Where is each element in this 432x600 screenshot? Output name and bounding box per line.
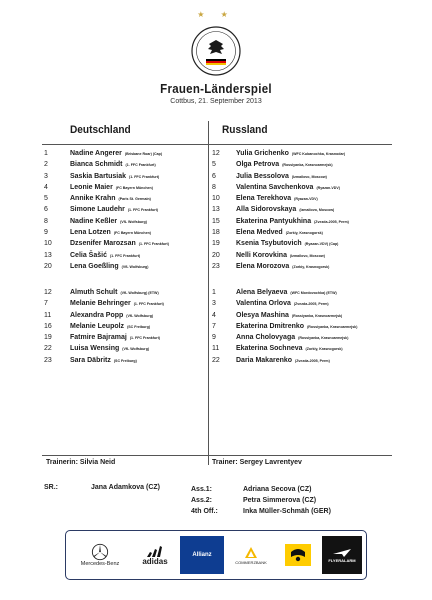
russia-coach: Trainer: Sergey Lavrentyev xyxy=(212,459,302,466)
shirt-number: 10 xyxy=(44,240,52,248)
shirt-number: 19 xyxy=(44,334,52,342)
referee-name: Jana Adamkova (CZ) xyxy=(91,484,160,491)
assistant-1-name: Adriana Secova (CZ) xyxy=(243,486,312,493)
player-row xyxy=(212,184,394,195)
column-divider xyxy=(208,121,209,465)
player-name: Bianca Schmidt xyxy=(70,161,123,169)
shirt-number: 7 xyxy=(212,322,216,330)
mercedes-logo xyxy=(70,536,130,574)
player-name: Ekaterina Pantyukhina xyxy=(236,217,312,225)
shirt-number: 20 xyxy=(44,262,52,270)
shirt-number: 15 xyxy=(212,217,220,225)
allianz-label: Allianz xyxy=(192,552,212,558)
player-row xyxy=(44,218,206,229)
shirt-number: 4 xyxy=(212,311,216,319)
player-club: (VfL Wolfsburg) xyxy=(121,264,149,269)
player-club: (Izmailovo, Moscow) xyxy=(299,208,335,213)
player-row xyxy=(212,229,394,240)
shirt-number: 9 xyxy=(212,334,216,342)
player-name: Anna Cholovyaga xyxy=(236,334,296,342)
player-club: (WFC Kubanochka, Krasnodar) xyxy=(291,152,346,156)
player-club: (Rossiyanka, Krasnoarmejsk) xyxy=(307,324,358,329)
player-row xyxy=(44,252,206,263)
player-club: (Paris St. Germain) xyxy=(118,197,151,202)
player-name: Yulia Grichenko xyxy=(236,150,289,157)
shirt-number: 6 xyxy=(212,172,216,180)
player-name: Lena Goeßling xyxy=(70,262,119,270)
player-row xyxy=(44,323,206,334)
post-horn-icon xyxy=(285,544,311,566)
shirt-number: 9 xyxy=(44,229,48,237)
player-row xyxy=(44,173,206,184)
player-name: Nadine Angerer xyxy=(70,150,122,157)
player-name: Simone Laudehr xyxy=(70,206,125,214)
match-date-location: Cottbus, 21. September 2013 xyxy=(170,98,262,105)
team-name-russia: Russland xyxy=(222,124,268,136)
coach-divider xyxy=(42,455,392,456)
player-row xyxy=(212,150,394,161)
mercedes-star-icon xyxy=(91,543,109,561)
player-name: Luisa Wensing xyxy=(70,345,120,353)
shirt-number: 11 xyxy=(212,345,220,353)
player-name: Ekaterina Sochneva xyxy=(236,345,303,353)
player-club: (Zvezda-2005, Perm) xyxy=(314,219,349,224)
player-row xyxy=(44,229,206,240)
player-row xyxy=(44,334,206,345)
player-row xyxy=(212,252,394,263)
shirt-number: 8 xyxy=(44,217,48,225)
shirt-number: 5 xyxy=(212,161,216,169)
adidas-logo xyxy=(134,536,176,574)
russia-subs-list xyxy=(212,289,394,368)
player-name: Celia Šašić xyxy=(70,251,107,259)
player-name: Alena Belyaeva xyxy=(236,289,288,296)
germany-subs-list xyxy=(44,289,206,368)
player-club: (Izmailovo, Moscow) xyxy=(289,253,325,258)
player-row xyxy=(212,218,394,229)
player-row xyxy=(44,206,206,217)
player-club: (Zvezda-2005, Perm) xyxy=(295,358,330,363)
player-name: Fatmire Bajramaj xyxy=(70,334,127,342)
commerzbank-logo xyxy=(228,536,274,574)
player-club: (1. FFC Frankfurt) xyxy=(133,302,164,307)
player-club: (Rossiyanka, Krasnoarmejsk) xyxy=(282,163,333,168)
player-name: Sara Däbritz xyxy=(70,356,111,364)
player-club: (VfL Wolfsburg) xyxy=(122,347,150,352)
player-row xyxy=(212,206,394,217)
player-name: Alexandra Popp xyxy=(70,311,124,319)
player-name: Annike Krahn xyxy=(70,195,116,203)
player-club: (1. FFC Frankfurt) xyxy=(138,242,169,247)
player-club: (Zvezda-2005, Perm) xyxy=(293,302,329,307)
shirt-number: 20 xyxy=(212,251,220,259)
assistant-2-name: Petra Simmerova (CZ) xyxy=(243,497,317,504)
player-row xyxy=(44,312,206,323)
germany-coach: Trainerin: Silvia Neid xyxy=(46,459,116,466)
player-club: (VfL Wolfsburg) (ETW) xyxy=(120,291,159,295)
flyeralarm-label: FLYERALARM xyxy=(328,557,356,563)
flyeralarm-plane-icon xyxy=(332,548,352,558)
shirt-number: 18 xyxy=(212,229,220,237)
player-name: Elena Morozova xyxy=(236,262,290,270)
shirt-number: 22 xyxy=(212,356,220,364)
player-row xyxy=(212,334,394,345)
player-row xyxy=(44,184,206,195)
player-name: Elena Medved xyxy=(236,229,283,237)
shirt-number: 2 xyxy=(44,161,48,169)
player-row xyxy=(212,289,394,300)
player-club: (1. FFC Frankfurt) xyxy=(129,174,160,179)
player-name: Julia Bessolova xyxy=(236,172,289,180)
player-name: Olga Petrova xyxy=(236,161,280,169)
player-row xyxy=(212,173,394,184)
player-name: Nelli Korovkina xyxy=(236,251,287,259)
player-name: Ksenia Tsybutovich xyxy=(236,240,302,248)
player-club: (SC Freiburg) xyxy=(127,324,151,329)
player-club: (1. FFC Frankfurt) xyxy=(127,208,158,213)
player-name: Ekaterina Dmitrenko xyxy=(236,322,305,330)
player-name: Melanie Leupolz xyxy=(70,322,125,330)
player-row xyxy=(44,345,206,356)
shirt-number: 1 xyxy=(212,289,216,296)
player-club: (VfL Wolfsburg) xyxy=(126,313,154,318)
adidas-stripes-icon xyxy=(145,545,165,557)
player-club: (FC Bayern München) xyxy=(113,231,151,236)
player-club: (Brisbane Roar) (Cap) xyxy=(124,152,163,156)
player-name: Daria Makarenko xyxy=(236,356,293,364)
shirt-number: 13 xyxy=(44,251,52,259)
player-club: (1. FFC Frankfurt) xyxy=(109,253,141,258)
adidas-label: adidas xyxy=(142,556,168,566)
player-club: (WFC Mordovochka) (ETW) xyxy=(290,291,337,295)
player-club: (VfL Wolfsburg) xyxy=(120,219,147,224)
mercedes-label: Mercedes-Benz xyxy=(80,561,120,567)
player-name: Valentina Orlova xyxy=(236,300,291,308)
shirt-number: 12 xyxy=(212,150,220,157)
fourth-official-label: 4th Off.: xyxy=(191,508,218,515)
player-club: (Ryazan-VDV) (Cap) xyxy=(304,242,339,247)
commerzbank-label: COMMERZBANK xyxy=(235,559,267,565)
player-club: (1. FFC Frankfurt) xyxy=(125,163,156,168)
player-club: (1. FFC Frankfurt) xyxy=(129,336,160,341)
page-title: Frauen-Länderspiel xyxy=(160,82,272,96)
assistant-2-label: Ass.2: xyxy=(191,497,213,504)
shirt-number: 19 xyxy=(212,240,220,248)
player-name: Saskia Bartusiak xyxy=(70,172,127,180)
player-row xyxy=(212,345,394,356)
germany-starters-list xyxy=(44,150,206,274)
shirt-number: 16 xyxy=(44,322,52,330)
stars-row: ★ ★ xyxy=(197,10,235,19)
allianz-logo xyxy=(180,536,224,574)
player-name: Nadine Keßler xyxy=(70,217,118,225)
shirt-number: 5 xyxy=(44,195,48,203)
team-name-germany: Deutschland xyxy=(70,124,131,136)
shirt-number: 12 xyxy=(44,289,52,296)
referee-label: SR.: xyxy=(44,484,58,491)
player-club: (Zorkiy, Krasnogorsk) xyxy=(305,347,343,352)
fourth-official-name: Inka Müller-Schmäh (GER) xyxy=(243,508,331,515)
shirt-number: 4 xyxy=(44,183,48,191)
player-club: (Rossiyanka, Krasnoarmejsk) xyxy=(291,313,343,318)
shirt-number: 10 xyxy=(212,195,220,203)
player-row xyxy=(44,357,206,368)
player-name: Melanie Behringer xyxy=(70,300,131,308)
shirt-number: 13 xyxy=(212,206,220,214)
russia-starters-list xyxy=(212,150,394,274)
player-row xyxy=(44,300,206,311)
commerzbank-ribbon-icon xyxy=(244,546,258,560)
flyeralarm-logo xyxy=(322,536,362,574)
sponsor-bar xyxy=(65,530,367,580)
shirt-number: 22 xyxy=(44,345,52,353)
shirt-number: 11 xyxy=(44,311,52,319)
player-club: (Ryazan-VDV) xyxy=(294,197,318,202)
player-name: Lena Lotzen xyxy=(70,229,111,237)
shirt-number: 23 xyxy=(44,356,52,364)
player-row xyxy=(212,357,394,368)
player-club: (SC Freiburg) xyxy=(113,358,137,363)
player-name: Olesya Mashina xyxy=(236,311,289,319)
player-row xyxy=(44,289,206,300)
player-row xyxy=(44,150,206,161)
player-row xyxy=(44,240,206,251)
player-name: Leonie Maier xyxy=(70,183,113,191)
player-club: (Izmailovo, Moscow) xyxy=(291,174,327,179)
player-row xyxy=(212,312,394,323)
player-club: (Rossiyanka, Krasnoarmejsk) xyxy=(298,336,349,341)
player-row xyxy=(212,195,394,206)
player-row xyxy=(212,323,394,334)
shirt-number: 1 xyxy=(44,150,48,157)
header-divider xyxy=(42,144,392,145)
shirt-number: 3 xyxy=(44,172,48,180)
player-club: (Zorkiy, Krasnogorsk) xyxy=(285,231,323,236)
player-name: Alla Sidorovskaya xyxy=(236,206,297,214)
shirt-number: 23 xyxy=(212,262,220,270)
player-club: (Zorkiy, Krasnogorsk) xyxy=(292,264,330,269)
player-row xyxy=(212,263,394,274)
player-name: Dzsenifer Marozsan xyxy=(70,240,136,248)
player-row xyxy=(212,300,394,311)
shirt-number: 8 xyxy=(212,183,216,191)
player-row xyxy=(44,195,206,206)
player-row xyxy=(212,161,394,172)
player-row xyxy=(44,263,206,274)
player-row xyxy=(44,161,206,172)
deutsche-post-logo xyxy=(278,536,318,574)
dfb-crest-logo xyxy=(191,26,241,76)
player-club: (Ryazan-VDV) xyxy=(316,185,341,190)
assistant-referees xyxy=(191,484,331,517)
player-club: (FC Bayern München) xyxy=(115,185,153,190)
player-name: Almuth Schult xyxy=(70,289,118,296)
shirt-number: 6 xyxy=(44,206,48,214)
shirt-number: 7 xyxy=(44,300,48,308)
assistant-1-label: Ass.1: xyxy=(191,486,213,493)
player-row xyxy=(212,240,394,251)
player-name: Elena Terekhova xyxy=(236,195,292,203)
player-name: Valentina Savchenkova xyxy=(236,183,314,191)
shirt-number: 3 xyxy=(212,300,216,308)
